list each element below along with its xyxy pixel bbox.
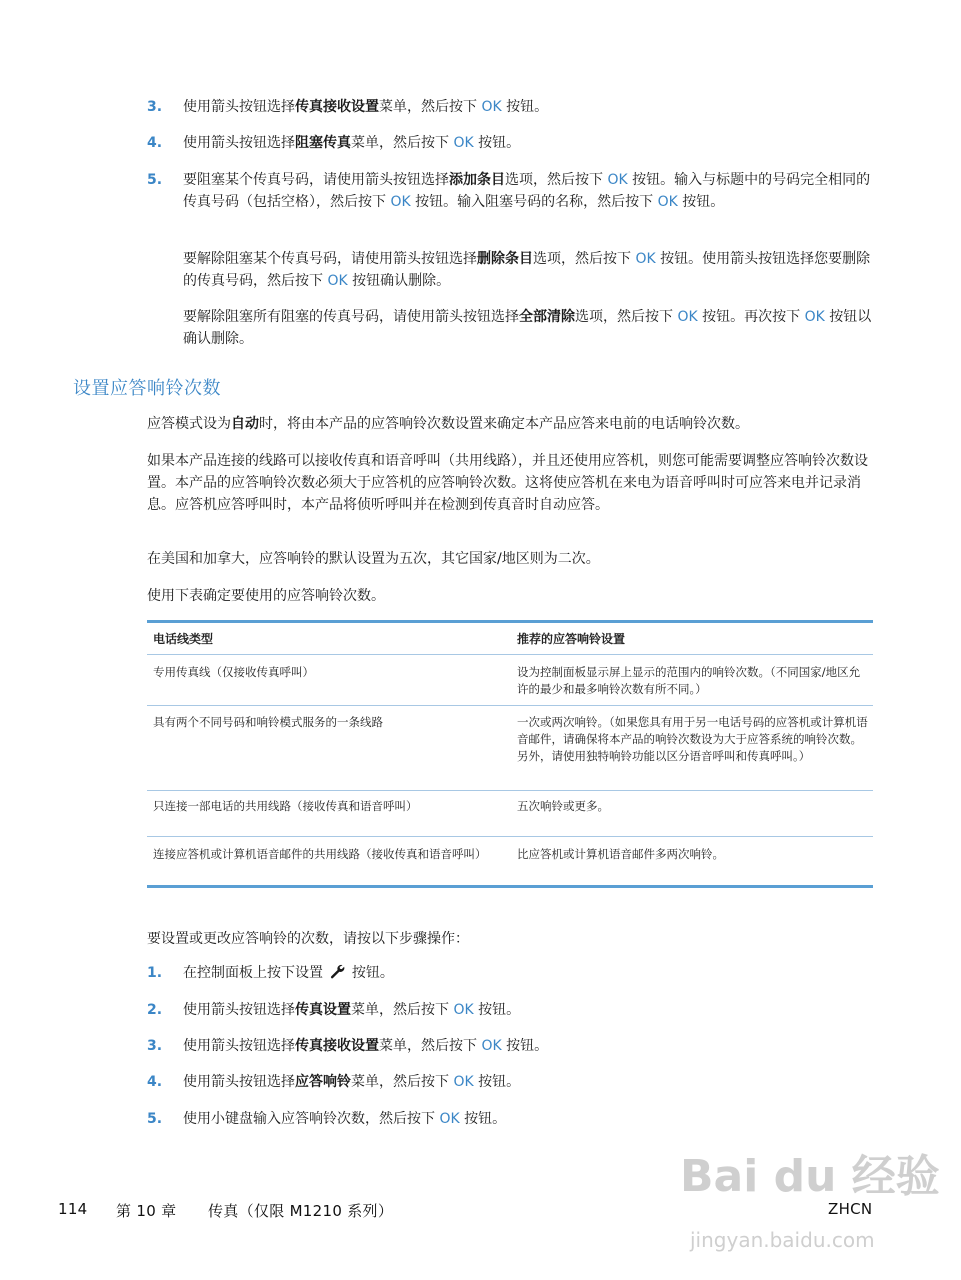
steps-intro-para: 要设置或更改应答响铃的次数，请按以下步骤操作： bbox=[147, 931, 469, 947]
table-intro-para: 使用下表确定要使用的应答响铃次数。 bbox=[147, 588, 385, 604]
step-4-top bbox=[147, 132, 877, 154]
shared-line-para: 如果本产品连接的线路可以接收传真和语音呼叫（共用线路），并且还使用应答机，则您可能需要调整应答响铃次数设置。本产品的应答响铃次数必须大于应答机的应答响铃次数。这将使应答机在来电为语音呼叫时可应答来电并记录消息。应答机应答呼叫时，本产品将侦听呼叫并在检测到传真音时自动应答。 bbox=[147, 453, 868, 513]
step-number: 4. bbox=[147, 1074, 163, 1090]
step-text: 使用箭头按钮选择传真接收设置菜单，然后按下 OK 按钮。 bbox=[183, 99, 549, 115]
page-number: 114 bbox=[58, 1200, 88, 1218]
step-text: 要阻塞某个传真号码，请使用箭头按钮选择添加条目选项，然后按下 OK 按钮。输入与标题中的号码完全相同的传真号码（包括空格），然后按下 OK 按钮。输入阻塞号码的名称，然后按下 OK 按钮。 bbox=[183, 172, 871, 210]
table-divider bbox=[147, 836, 873, 837]
ok-key: OK bbox=[453, 1002, 474, 1018]
step-1-bottom bbox=[147, 962, 877, 984]
table-cell: 连接应答机或计算机语音邮件的共用线路（接收传真和语音呼叫） bbox=[153, 847, 487, 861]
step-number: 5. bbox=[147, 1111, 163, 1127]
ok-key: OK bbox=[635, 251, 656, 267]
table-cell: 只连接一部电话的共用线路（接收传真和语音呼叫） bbox=[153, 799, 418, 813]
table-divider bbox=[147, 705, 873, 706]
step-text: 使用箭头按钮选择应答响铃菜单，然后按下 OK 按钮。 bbox=[183, 1074, 521, 1090]
table-divider bbox=[147, 654, 873, 655]
step-5-bottom bbox=[147, 1108, 877, 1130]
ok-key: OK bbox=[439, 1111, 460, 1127]
ok-key: OK bbox=[390, 194, 411, 210]
table-divider bbox=[147, 790, 873, 791]
section-title: 设置应答响铃次数 bbox=[73, 378, 221, 399]
default-setting-para: 在美国和加拿大，应答响铃的默认设置为五次，其它国家/地区则为二次。 bbox=[147, 551, 600, 567]
step-2-bottom bbox=[147, 999, 877, 1021]
step-text: 在控制面板上按下设置 按钮。 bbox=[183, 965, 394, 981]
ok-key: OK bbox=[657, 194, 678, 210]
ok-key: OK bbox=[804, 309, 825, 325]
table-bottom-rule bbox=[147, 885, 873, 888]
step-text: 使用箭头按钮选择阻塞传真菜单，然后按下 OK 按钮。 bbox=[183, 135, 521, 151]
step-number: 2. bbox=[147, 1002, 163, 1018]
wrench-icon bbox=[329, 963, 345, 979]
ok-key: OK bbox=[677, 309, 698, 325]
watermark-logo: Bai du 经验 bbox=[680, 1151, 940, 1202]
table-cell: 专用传真线（仅接收传真呼叫） bbox=[153, 665, 314, 679]
table-cell: 一次或两次响铃。（如果您具有用于另一电话号码的应答机或计算机语音邮件，请确保将本产品的响铃次数设为大于应答系统的响铃次数。另外，请使用独特响铃功能以区分语音呼叫和传真呼叫。） bbox=[517, 715, 868, 763]
ok-key: OK bbox=[481, 99, 502, 115]
step-3-top bbox=[147, 96, 877, 118]
table-cell: 具有两个不同号码和响铃模式服务的一条线路 bbox=[153, 715, 383, 729]
step-number: 5. bbox=[147, 172, 163, 188]
answer-mode-para: 应答模式设为自动时，将由本产品的应答响铃次数设置来确定本产品应答来电前的电话响铃次数。 bbox=[147, 416, 749, 432]
step-text: 使用箭头按钮选择传真接收设置菜单，然后按下 OK 按钮。 bbox=[183, 1038, 549, 1054]
step-5-top bbox=[147, 169, 877, 213]
table-header-recommended: 推荐的应答响铃设置 bbox=[517, 632, 626, 646]
ok-key: OK bbox=[607, 172, 628, 188]
table-top-rule bbox=[147, 620, 873, 623]
chapter-title: 传真（仅限 M1210 系列） bbox=[208, 1202, 394, 1220]
step-text: 使用小键盘输入应答响铃次数，然后按下 OK 按钮。 bbox=[183, 1111, 507, 1127]
table-cell: 比应答机或计算机语音邮件多两次响铃。 bbox=[517, 847, 724, 861]
unblock-all-para: 要解除阻塞所有阻塞的传真号码，请使用箭头按钮选择全部清除选项，然后按下 OK 按钮。再次按下 OK 按钮以确认删除。 bbox=[183, 309, 872, 347]
watermark-url: jingyan.baidu.com bbox=[690, 1228, 875, 1252]
step-text: 使用箭头按钮选择传真设置菜单，然后按下 OK 按钮。 bbox=[183, 1002, 521, 1018]
ok-key: OK bbox=[481, 1038, 502, 1054]
step-number: 3. bbox=[147, 1038, 163, 1054]
table-cell: 五次响铃或更多。 bbox=[517, 799, 609, 813]
ok-key: OK bbox=[453, 1074, 474, 1090]
ok-key: OK bbox=[327, 273, 348, 289]
step-4-bottom bbox=[147, 1071, 877, 1093]
step-number: 3. bbox=[147, 99, 163, 115]
locale-code: ZHCN bbox=[828, 1200, 873, 1218]
table-cell: 设为控制面板显示屏上显示的范围内的响铃次数。（不同国家/地区允许的最少和最多响铃次数有所不同。） bbox=[517, 665, 861, 696]
ok-key: OK bbox=[453, 135, 474, 151]
table-header-line-type: 电话线类型 bbox=[153, 632, 214, 646]
unblock-one-para: 要解除阻塞某个传真号码，请使用箭头按钮选择删除条目选项，然后按下 OK 按钮。使用箭头按钮选择您要删除的传真号码，然后按下 OK 按钮确认删除。 bbox=[183, 251, 871, 289]
chapter-label: 第 10 章 bbox=[116, 1202, 177, 1220]
step-number: 4. bbox=[147, 135, 163, 151]
step-3-bottom bbox=[147, 1035, 877, 1057]
step-number: 1. bbox=[147, 965, 163, 981]
